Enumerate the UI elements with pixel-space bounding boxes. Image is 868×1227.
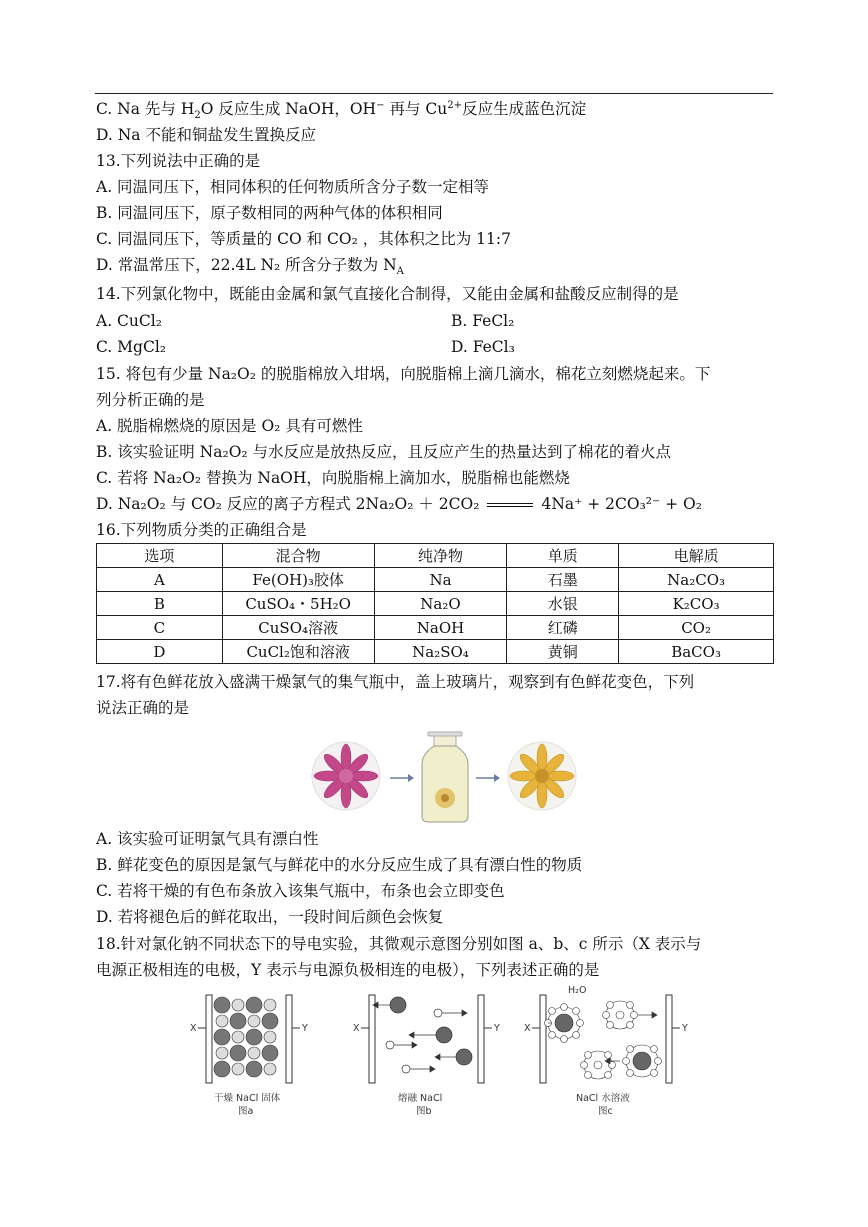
q17-option-b: B. 鲜花变色的原因是氯气与鲜花中的水分反应生成了具有漂白性的物质: [96, 856, 583, 874]
q15-option-d: D. Na₂O₂ 与 CO₂ 反应的离子方程式 2Na₂O₂ ＋ 2CO₂ 4Na⁺ + 2CO₃²⁻ + O₂: [96, 495, 702, 513]
figure-b-caption: 熔融 NaCl: [398, 1093, 443, 1104]
table-cell: 黄铜: [507, 640, 619, 664]
figure-c-nacl-solution: [524, 985, 688, 1117]
table-row: [97, 640, 774, 664]
table-cell: CuCl₂饱和溶液: [222, 640, 374, 664]
table-cell: Na₂CO₃: [619, 568, 774, 592]
electrode-x-label: X: [190, 1023, 197, 1034]
table-cell: CuSO₄・5H₂O: [222, 592, 374, 616]
q13-option-a: A. 同温同压下，相同体积的任何物质所含分子数一定相等: [96, 178, 490, 196]
q14-option-c: C. MgCl₂: [96, 338, 166, 356]
table-header: 电解质: [619, 544, 774, 568]
table-cell: 石墨: [507, 568, 619, 592]
q17-stem-1: 17.将有色鲜花放入盛满干燥氯气的集气瓶中，盖上玻璃片，观察到有色鲜花变色，下列: [96, 673, 695, 691]
q12-option-d: D. Na 不能和铜盐发生置换反应: [96, 126, 316, 144]
q15-option-c: C. 若将 Na₂O₂ 替换为 NaOH，向脱脂棉上滴加水，脱脂棉也能燃烧: [96, 469, 570, 487]
q13-option-d: D. 常温常压下，22.4L N₂ 所含分子数为 $N_A$: [96, 256, 404, 278]
q14-option-b: B. FeCl₂: [451, 312, 515, 330]
q18-stem-1: 18.针对氯化钠不同状态下的导电实验，其微观示意图分别如图 a、b、c 所示（X 表示与: [96, 935, 702, 953]
table-cell: CO₂: [619, 616, 774, 640]
figure-a-caption: 干燥 NaCl 固体: [214, 1093, 281, 1104]
electrode-y-label: Y: [494, 1023, 500, 1034]
yellow-flower-image: [508, 742, 576, 810]
q14-option-d: D. FeCl₃: [451, 338, 515, 356]
figure-b-label: 图b: [416, 1106, 432, 1117]
electrode-x-label: X: [524, 1023, 531, 1034]
purple-flower-image: [312, 742, 380, 810]
nacl-conduction-figure: [180, 983, 700, 1121]
flower-experiment-figure: [310, 728, 580, 824]
q12-option-c: C. Na 先与 $H_2O$ 反应生成 NaOH，OH− 再与 $Cu^{2+}$反应生成蓝色沉淀: [96, 99, 587, 122]
table-cell: Na: [374, 568, 507, 592]
q14-option-a: A. CuCl₂: [96, 312, 162, 330]
table-header: 选项: [97, 544, 223, 568]
table-header-row: [97, 544, 774, 568]
figure-a-label: 图a: [238, 1106, 254, 1117]
table-cell: Na₂O: [374, 592, 507, 616]
electrode-y-label: Y: [682, 1023, 688, 1034]
water-label: H₂O: [568, 985, 587, 996]
table-cell: 水银: [507, 592, 619, 616]
equals-sign: [487, 503, 533, 507]
classification-table: [96, 543, 774, 664]
table-cell: B: [97, 592, 223, 616]
table-cell: Na₂SO₄: [374, 640, 507, 664]
electrode-y-label: Y: [302, 1023, 308, 1034]
gas-jar-image: [422, 732, 468, 822]
table-row: [97, 568, 774, 592]
arrow-right-icon: [390, 774, 414, 782]
figure-c-label: 图c: [598, 1106, 613, 1117]
table-cell: D: [97, 640, 223, 664]
table-header: 纯净物: [374, 544, 507, 568]
table-cell: K₂CO₃: [619, 592, 774, 616]
table-row: [97, 616, 774, 640]
table-cell: C: [97, 616, 223, 640]
arrow-right-icon: [476, 774, 500, 782]
top-rule: [95, 93, 773, 94]
table-cell: CuSO₄溶液: [222, 616, 374, 640]
q13-option-b: B. 同温同压下，原子数相同的两种气体的体积相同: [96, 204, 443, 222]
table-cell: A: [97, 568, 223, 592]
figure-a-solid-nacl: [190, 995, 308, 1117]
figure-b-molten-nacl: [353, 995, 500, 1117]
q17-option-c: C. 若将干燥的有色布条放入该集气瓶中，布条也会立即变色: [96, 882, 505, 900]
table-row: [97, 592, 774, 616]
q14-stem: 14.下列氯化物中，既能由金属和氯气直接化合制得，又能由金属和盐酸反应制得的是: [96, 285, 679, 303]
table-cell: 红磷: [507, 616, 619, 640]
electrode-x-label: X: [353, 1023, 360, 1034]
q15-stem-2: 列分析正确的是: [96, 391, 205, 409]
q16-stem: 16.下列物质分类的正确组合是: [96, 521, 307, 539]
q17-stem-2: 说法正确的是: [96, 699, 190, 717]
q13-stem: 13.下列说法中正确的是: [96, 152, 261, 170]
q13-option-c: C. 同温同压下，等质量的 CO 和 CO₂ ，其体积之比为 11:7: [96, 230, 511, 248]
q18-stem-2: 电源正极相连的电极，Y 表示与电源负极相连的电极），下列表述正确的是: [96, 961, 600, 979]
table-cell: NaOH: [374, 616, 507, 640]
q15-stem-1: 15. 将包有少量 Na₂O₂ 的脱脂棉放入坩埚，向脱脂棉上滴几滴水，棉花立刻燃烧起来。下: [96, 365, 711, 383]
q17-option-a: A. 该实验可证明氯气具有漂白性: [96, 830, 319, 848]
q17-option-d: D. 若将褪色后的鲜花取出，一段时间后颜色会恢复: [96, 908, 444, 926]
table-header: 单质: [507, 544, 619, 568]
figure-c-caption: NaCl 水溶液: [576, 1093, 630, 1104]
table-header: 混合物: [222, 544, 374, 568]
table-cell: Fe(OH)₃胶体: [222, 568, 374, 592]
table-cell: BaCO₃: [619, 640, 774, 664]
q15-option-a: A. 脱脂棉燃烧的原因是 O₂ 具有可燃性: [96, 417, 363, 435]
q15-option-b: B. 该实验证明 Na₂O₂ 与水反应是放热反应，且反应产生的热量达到了棉花的着火点: [96, 443, 672, 461]
